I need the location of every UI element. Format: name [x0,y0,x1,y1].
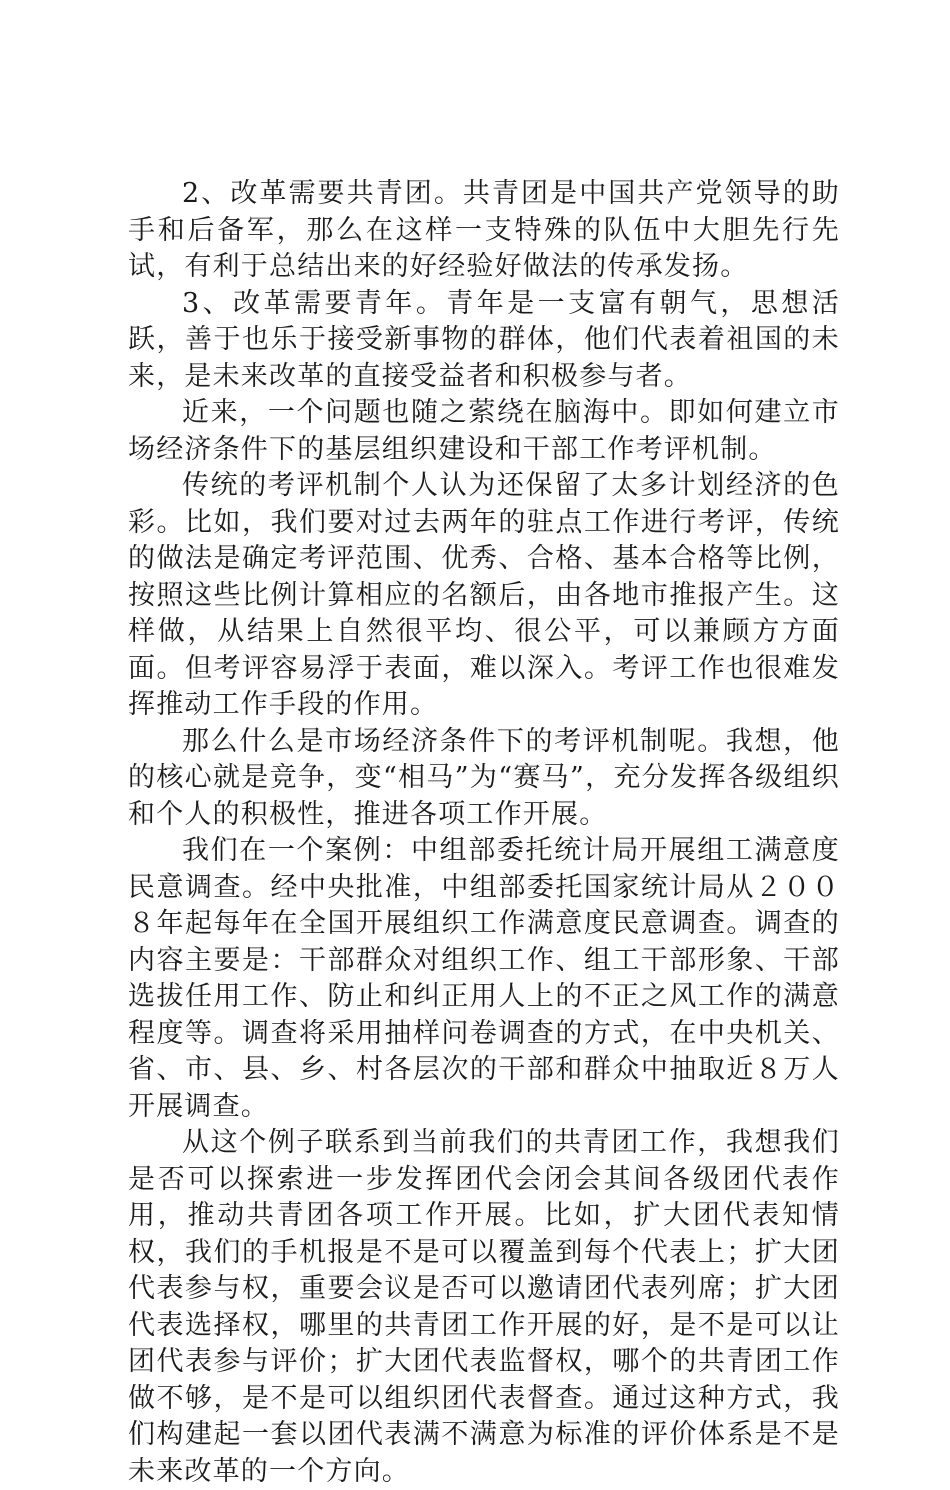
paragraph-market-evaluation: 那么什么是市场经济条件下的考评机制呢。我想，他的核心就是竞争，变“相马”为“赛马”，充分发挥各级组织和个人的积极性，推进各项工作开展。 [128,725,840,830]
paragraph-traditional-evaluation: 传统的考评机制个人认为还保留了太多计划经济的色彩。比如，我们要对过去两年的驻点工作进行考评，传统的做法是确定考评范围、优秀、合格、基本合格等比例，按照这些比例计算相应的名额后，由各地市推报产生。这样做，从结果上自然很平均、很公平，可以兼顾方方面面。但考评容易浮于表面，难以深入。考评工作也很难发挥推动工作手段的作用。 [128,470,840,720]
paragraph-youth: 3、改革需要青年。青年是一支富有朝气，思想活跃，善于也乐于接受新事物的群体，他们代表着祖国的未来，是未来改革的直接受益者和积极参与者。 [128,287,840,392]
paragraph-question: 近来，一个问题也随之萦绕在脑海中。即如何建立市场经济条件下的基层组织建设和干部工作考评机制。 [128,397,840,465]
document-body [128,176,840,1490]
paragraph-youth-league: 2、改革需要共青团。共青团是中国共产党领导的助手和后备军，那么在这样一支特殊的队伍中大胆先行先试，有利于总结出来的好经验好做法的传承发扬。 [128,178,840,282]
paragraph-case-survey: 我们在一个案例：中组部委托统计局开展组工满意度民意调查。经中央批准，中组部委托国家统计局从２００８年起每年在全国开展组织工作满意度民意调查。调查的内容主要是：干部群众对组织工作、组工干部形象、干部选拔任用工作、防止和纠正用人上的不正之风工作的满意程度等。调查将采用抽样问卷调查的方式，在中央机关、省、市、县、乡、村各层次的干部和群众中抽取近８万人开展调查。 [128,835,840,1122]
paragraph-league-reform: 从这个例子联系到当前我们的共青团工作，我想我们是否可以探索进一步发挥团代会闭会其间各级团代表作用，推动共青团各项工作开展。比如，扩大团代表知情权，我们的手机报是不是可以覆盖到每个代表上；扩大团代表参与权，重要会议是否可以邀请团代表列席；扩大团代表选择权，哪里的共青团工作开展的好，是不是可以让团代表参与评价；扩大团代表监督权，哪个的共青团工作做不够，是不是可以组织团代表督查。通过这种方式，我们构建起一套以团代表满不满意为标准的评价体系是不是未来改革的一个方向。 [128,1127,840,1487]
